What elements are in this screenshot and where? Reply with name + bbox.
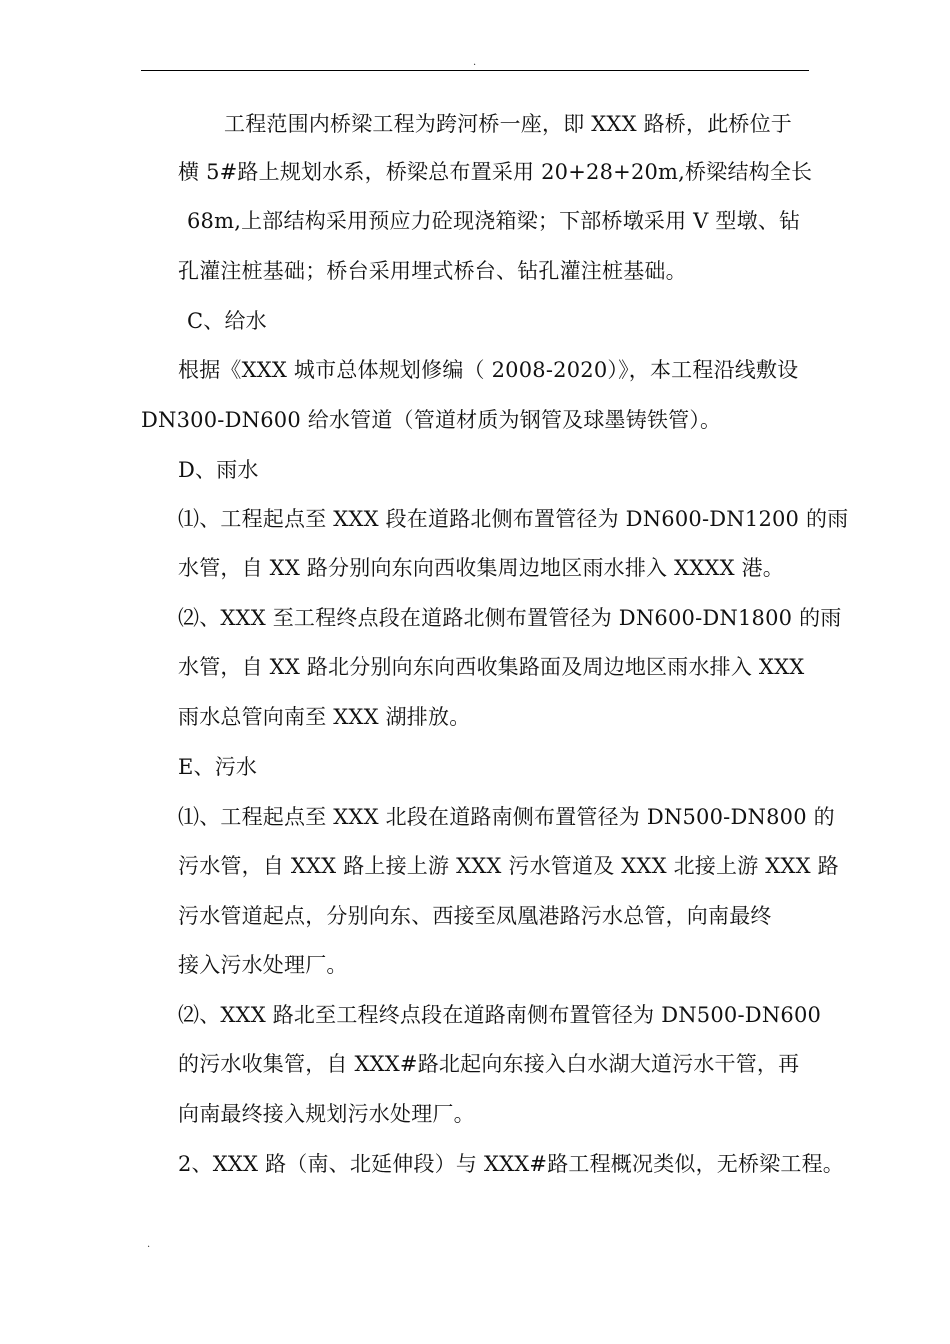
bridge-paragraph-line-4: 孔灌注桩基础；桥台采用埋式桥台、钻孔灌注桩基础。 xyxy=(178,259,687,283)
sewage-item-1-line-3: 污水管道起点，分别向东、西接至凤凰港路污水总管，向南最终 xyxy=(178,904,772,928)
section-heading-rainwater: D、雨水 xyxy=(178,458,259,482)
bridge-paragraph-line-3: 68m,上部结构采用预应力砼现浇箱梁；下部桥墩采用 V 型墩、钻 xyxy=(187,209,801,233)
footer-mark: . xyxy=(147,1239,151,1250)
rainwater-item-1-line-1: ⑴、工程起点至 XXX 段在道路北侧布置管径为 DN600-DN1200 的雨 xyxy=(178,507,849,531)
water-supply-line-1: 根据《XXX 城市总体规划修编（ 2008-2020）》，本工程沿线敷设 xyxy=(178,358,799,382)
section-heading-water-supply: C、给水 xyxy=(187,309,267,333)
rainwater-item-2-line-1: ⑵、XXX 至工程终点段在道路北侧布置管径为 DN600-DN1800 的雨 xyxy=(178,606,842,630)
sewage-item-1-line-1: ⑴、工程起点至 XXX 北段在道路南侧布置管径为 DN500-DN800 的 xyxy=(178,805,835,829)
sewage-item-2-line-3: 向南最终接入规划污水处理厂。 xyxy=(178,1102,475,1126)
sewage-item-1-line-4: 接入污水处理厂。 xyxy=(178,953,348,977)
rainwater-item-1-line-2: 水管，自 XX 路分别向东向西收集周边地区雨水排入 XXXX 港。 xyxy=(178,556,785,580)
rainwater-item-2-line-2: 水管，自 XX 路北分别向东向西收集路面及周边地区雨水排入 XXX xyxy=(178,655,805,679)
bridge-paragraph-line-2: 横 5#路上规划水系，桥梁总布置采用 20+28+20m,桥梁结构全长 xyxy=(178,160,813,184)
section-heading-sewage: E、污水 xyxy=(178,755,258,779)
header-mark: . xyxy=(473,57,477,68)
sewage-item-2-line-1: ⑵、XXX 路北至工程终点段在道路南侧布置管径为 DN500-DN600 xyxy=(178,1003,822,1027)
header-rule xyxy=(141,70,809,71)
bridge-paragraph-line-1: 工程范围内桥梁工程为跨河桥一座，即 XXX 路桥，此桥位于 xyxy=(224,112,792,136)
item-2-summary: 2、XXX 路（南、北延伸段）与 XXX#路工程概况类似，无桥梁工程。 xyxy=(178,1152,845,1176)
sewage-item-2-line-2: 的污水收集管，自 XXX#路北起向东接入白水湖大道污水干管，再 xyxy=(178,1052,800,1076)
water-supply-line-2: DN300-DN600 给水管道（管道材质为钢管及球墨铸铁管）。 xyxy=(141,408,722,432)
rainwater-item-2-line-3: 雨水总管向南至 XXX 湖排放。 xyxy=(178,705,471,729)
sewage-item-1-line-2: 污水管，自 XXX 路上接上游 XXX 污水管道及 XXX 北接上游 XXX 路 xyxy=(178,854,839,878)
